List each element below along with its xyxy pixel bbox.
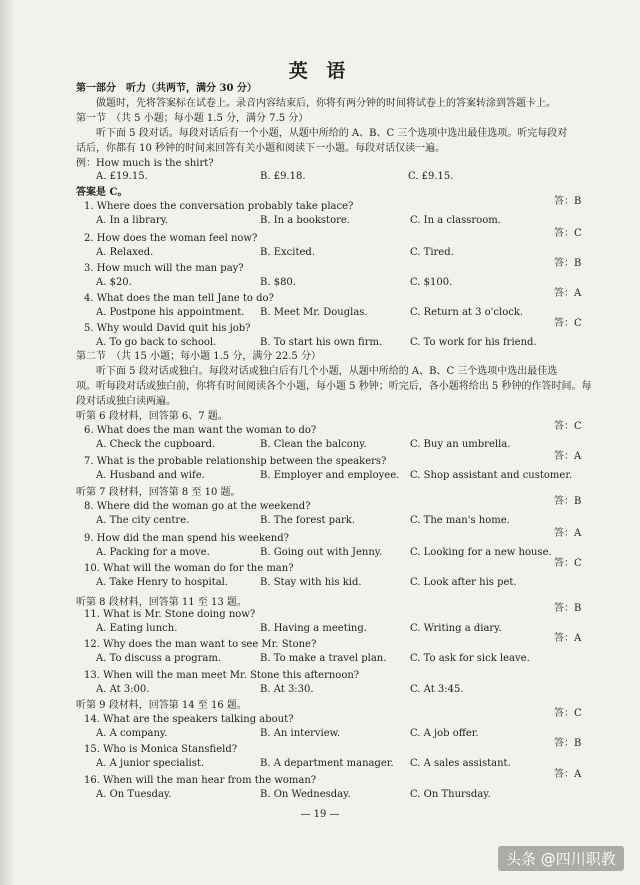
page-shadow	[0, 0, 14, 885]
group-heading: 听第 7 段材料，回答第 8 至 10 题。	[76, 487, 241, 498]
question-stem: 3. How much will the man pay?	[84, 263, 244, 274]
option-a: A. Eating lunch.	[96, 623, 178, 634]
answer-mark: 答：B	[554, 738, 582, 749]
question-stem: 13. When will the man meet Mr. Stone this afternoon?	[84, 670, 360, 681]
answer-mark: 答：B	[554, 603, 582, 614]
option-c: C. Return at 3 o'clock.	[410, 307, 524, 318]
answer-mark: 答：C	[554, 318, 582, 329]
option-a: A. Check the cupboard.	[96, 439, 216, 450]
answer-mark: 答：B	[554, 196, 582, 207]
answer-mark: 答：B	[554, 258, 582, 269]
question-stem: 4. What does the man tell Jane to do?	[84, 293, 274, 304]
section2-instruction-3: 段对话或独白读两遍。	[76, 396, 176, 407]
page-number: — 19 —	[300, 809, 340, 820]
answer-mark: 答：A	[554, 528, 582, 539]
option-c: C. On Thursday.	[410, 789, 491, 800]
answer-mark: 答：A	[554, 633, 582, 644]
option-a: A. To discuss a program.	[96, 653, 222, 664]
option-b: B. To start his own firm.	[260, 337, 383, 348]
option-c: C. Buy an umbrella.	[410, 439, 511, 450]
option-b: B. A department manager.	[260, 758, 394, 769]
answer-mark: 答：C	[554, 421, 582, 432]
part1-heading: 第一部分 听力（共两节，满分 30 分）	[76, 83, 257, 94]
option-a: A. Postpone his appointment.	[96, 307, 245, 318]
question-stem: 16. When will the man hear from the woman?	[84, 775, 317, 786]
question-stem: 7. What is the probable relationship between the speakers?	[84, 456, 387, 467]
option-b: B. Having a meeting.	[260, 623, 367, 634]
option-b: B. Excited.	[260, 247, 315, 258]
option-c: C. At 3:45.	[410, 684, 464, 695]
option-c: C. A job offer.	[410, 728, 479, 739]
option-b: B. Stay with his kid.	[260, 577, 362, 588]
option-c: C. To work for his friend.	[410, 337, 537, 348]
option-c: C. $100.	[410, 277, 453, 288]
answer-mark: 答：C	[554, 228, 582, 239]
option-a: A. Husband and wife.	[96, 470, 205, 481]
page-title: 英 语	[288, 60, 352, 82]
group-heading: 听第 6 段材料，回答第 6、7 题。	[76, 411, 228, 422]
question-stem: 15. Who is Monica Stansfield?	[84, 744, 238, 755]
option-a: A. A junior specialist.	[96, 758, 205, 769]
section2-heading: 第二节 （共 15 小题；每小题 1.5 分，满分 22.5 分）	[76, 351, 321, 362]
group-heading: 听第 9 段材料，回答第 14 至 16 题。	[76, 700, 247, 711]
answer-mark: 答：A	[554, 288, 582, 299]
example-option-b: B. £9.18.	[260, 171, 306, 182]
option-a: A. At 3:00.	[96, 684, 150, 695]
question-stem: 2. How does the woman feel now?	[84, 233, 258, 244]
option-b: B. Employer and employee.	[260, 470, 400, 481]
option-a: A. To go back to school.	[96, 337, 217, 348]
option-b: B. Clean the balcony.	[260, 439, 367, 450]
option-b: B. To make a travel plan.	[260, 653, 387, 664]
option-a: A. Packing for a move.	[96, 547, 210, 558]
question-stem: 12. Why does the man want to see Mr. Stone?	[84, 639, 317, 650]
option-b: B. Going out with Jenny.	[260, 547, 383, 558]
watermark: 头条 @四川职教	[498, 846, 624, 871]
option-a: A. The city centre.	[96, 515, 190, 526]
option-c: C. To ask for sick leave.	[410, 653, 530, 664]
option-b: B. At 3:30.	[260, 684, 314, 695]
option-c: C. The man's home.	[410, 515, 510, 526]
option-c: C. Shop assistant and customer.	[410, 470, 573, 481]
section1-instruction-1: 听下面 5 段对话。每段对话后有一个小题，从题中所给的 A、B、C 三个选项中选出最佳选项。听完每段对	[96, 128, 568, 139]
answer-mark: 答：C	[554, 708, 582, 719]
answer-mark: 答：C	[554, 558, 582, 569]
part1-instruction: 做题时，先将答案标在试卷上。录音内容结束后，你将有两分钟的时间将试卷上的答案转涂到答题卡上。	[96, 98, 556, 109]
question-stem: 5. Why would David quit his job?	[84, 323, 251, 334]
section1-instruction-2: 话后，你都有 10 秒钟的时间来回答有关小题和阅读下一小题。每段对话仅读一遍。	[76, 143, 446, 154]
option-b: B. Meet Mr. Douglas.	[260, 307, 368, 318]
option-a: A. $20.	[96, 277, 132, 288]
option-c: C. Look after his pet.	[410, 577, 517, 588]
option-b: B. The forest park.	[260, 515, 356, 526]
example-option-c: C. £9.15.	[408, 171, 454, 182]
option-c: C. A sales assistant.	[410, 758, 511, 769]
option-a: A. Relaxed.	[96, 247, 154, 258]
option-c: C. Tired.	[410, 247, 454, 258]
example-answer: 答案是 C。	[76, 187, 128, 198]
option-b: B. In a bookstore.	[260, 215, 350, 226]
question-stem: 6. What does the man want the woman to do?	[84, 425, 317, 436]
section1-heading: 第一节 （共 5 小题；每小题 1.5 分，满分 7.5 分）	[76, 113, 309, 124]
option-c: C. In a classroom.	[410, 215, 501, 226]
question-stem: 1. Where does the conversation probably take place?	[84, 201, 354, 212]
example-option-a: A. £19.15.	[96, 171, 148, 182]
answer-mark: 答：A	[554, 769, 582, 780]
question-stem: 11. What is Mr. Stone doing now?	[84, 609, 256, 620]
option-a: A. In a library.	[96, 215, 169, 226]
answer-mark: 答：B	[554, 496, 582, 507]
section2-instruction-1: 听下面 5 段对话或独白。每段对话或独白后有几个小题，从题中所给的 A、B、C 三个选项中选出最佳选	[96, 366, 558, 377]
option-b: B. On Wednesday.	[260, 789, 351, 800]
option-c: C. Writing a diary.	[410, 623, 502, 634]
option-a: A. A company.	[96, 728, 168, 739]
option-c: C. Looking for a new house.	[410, 547, 552, 558]
question-stem: 9. How did the man spend his weekend?	[84, 533, 289, 544]
question-stem: 14. What are the speakers talking about?	[84, 714, 294, 725]
example-question: 例：How much is the shirt?	[76, 158, 214, 169]
option-b: B. An interview.	[260, 728, 341, 739]
question-stem: 10. What will the woman do for the man?	[84, 563, 294, 574]
option-a: A. Take Henry to hospital.	[96, 577, 229, 588]
option-a: A. On Tuesday.	[96, 789, 172, 800]
group-heading: 听第 8 段材料，回答第 11 至 13 题。	[76, 597, 247, 608]
option-b: B. $80.	[260, 277, 296, 288]
section2-instruction-2: 项。听每段对话或独白前，你将有时间阅读各个小题，每小题 5 秒钟；听完后，各小题将给出 5 秒钟的作答时间。每	[76, 381, 592, 392]
answer-mark: 答：A	[554, 451, 582, 462]
question-stem: 8. Where did the woman go at the weekend?	[84, 501, 311, 512]
